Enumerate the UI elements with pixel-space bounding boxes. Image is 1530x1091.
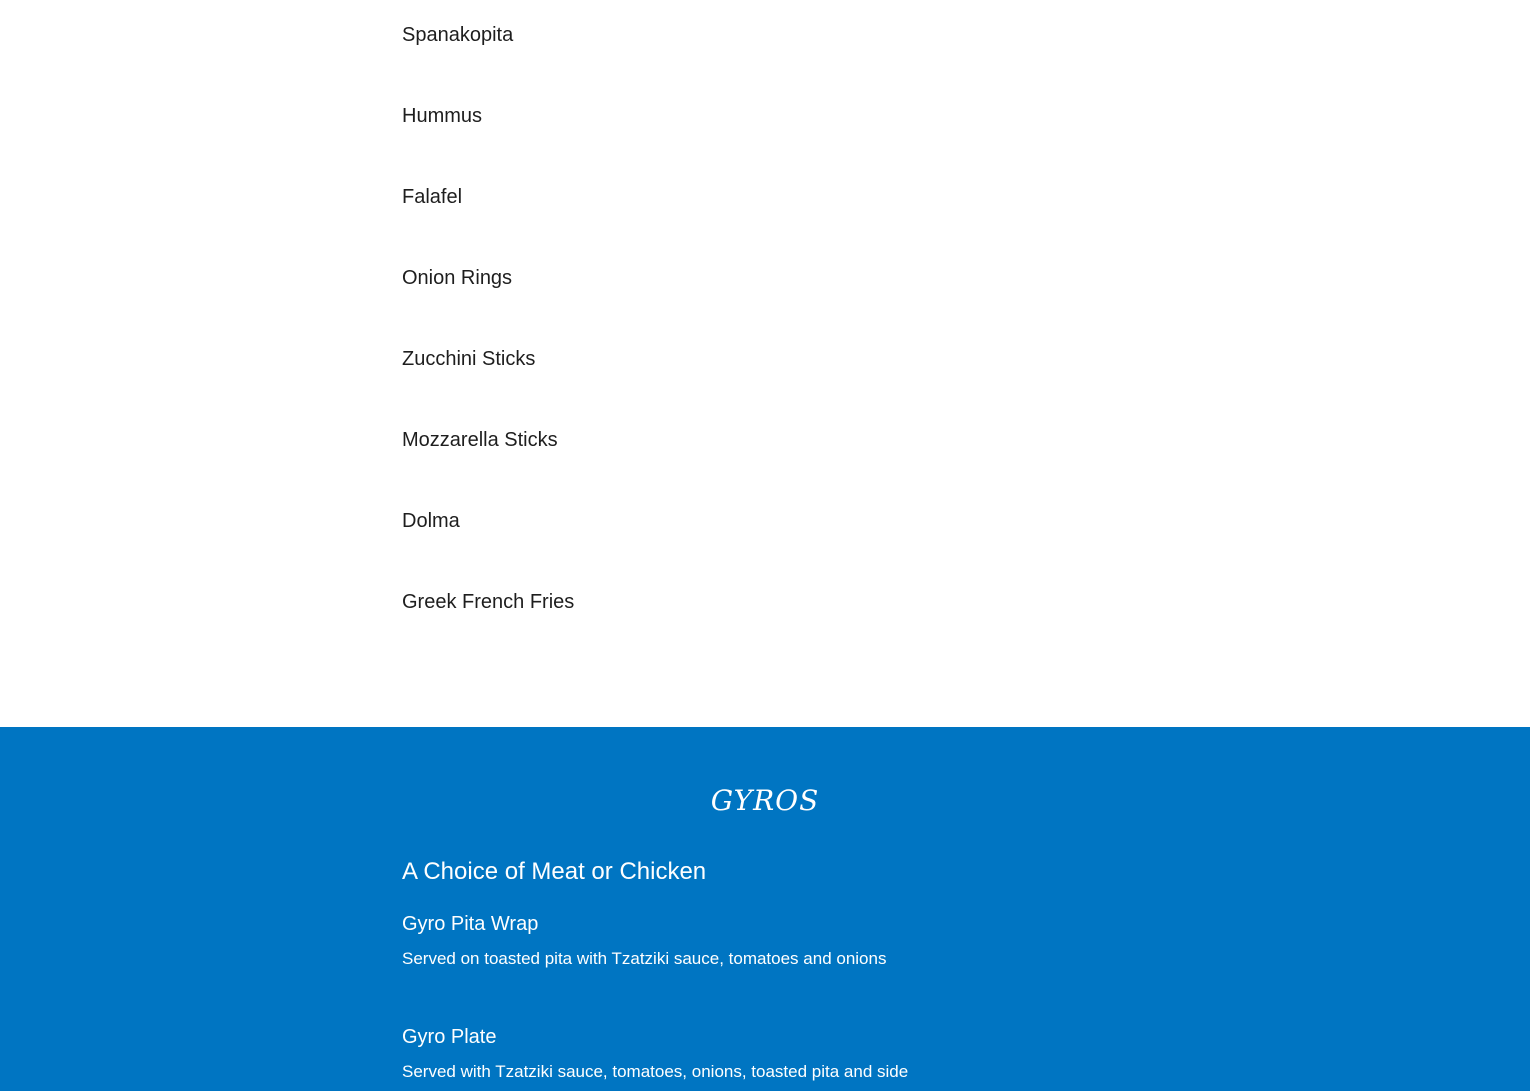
list-item: Zucchini Sticks bbox=[402, 348, 536, 370]
list-item: Dolma bbox=[402, 510, 460, 532]
list-item: Falafel bbox=[402, 186, 463, 208]
section-subtitle: A Choice of Meat or Chicken bbox=[402, 858, 707, 885]
menu-item-name: Gyro Pita Wrap bbox=[402, 913, 539, 935]
list-item: Onion Rings bbox=[402, 267, 513, 289]
list-item: Hummus bbox=[402, 105, 483, 127]
appetizer-list bbox=[402, 21, 574, 669]
list-item: Spanakopita bbox=[402, 24, 514, 46]
menu-item-name: Gyro Plate bbox=[402, 1026, 497, 1048]
list-item: Greek French Fries bbox=[402, 591, 575, 613]
gyros-section bbox=[0, 727, 1530, 1091]
list-item: Mozzarella Sticks bbox=[402, 429, 558, 451]
menu-item-description: Served with Tzatziki sauce, tomatoes, onions, toasted pita and side bbox=[402, 1062, 909, 1081]
section-title: GYROS bbox=[710, 784, 820, 817]
menu-item-gyro-plate bbox=[402, 1024, 1162, 1084]
menu-item-gyro-pita-wrap bbox=[402, 911, 1162, 971]
menu-item-description: Served on toasted pita with Tzatziki sauce, tomatoes and onions bbox=[402, 949, 887, 968]
